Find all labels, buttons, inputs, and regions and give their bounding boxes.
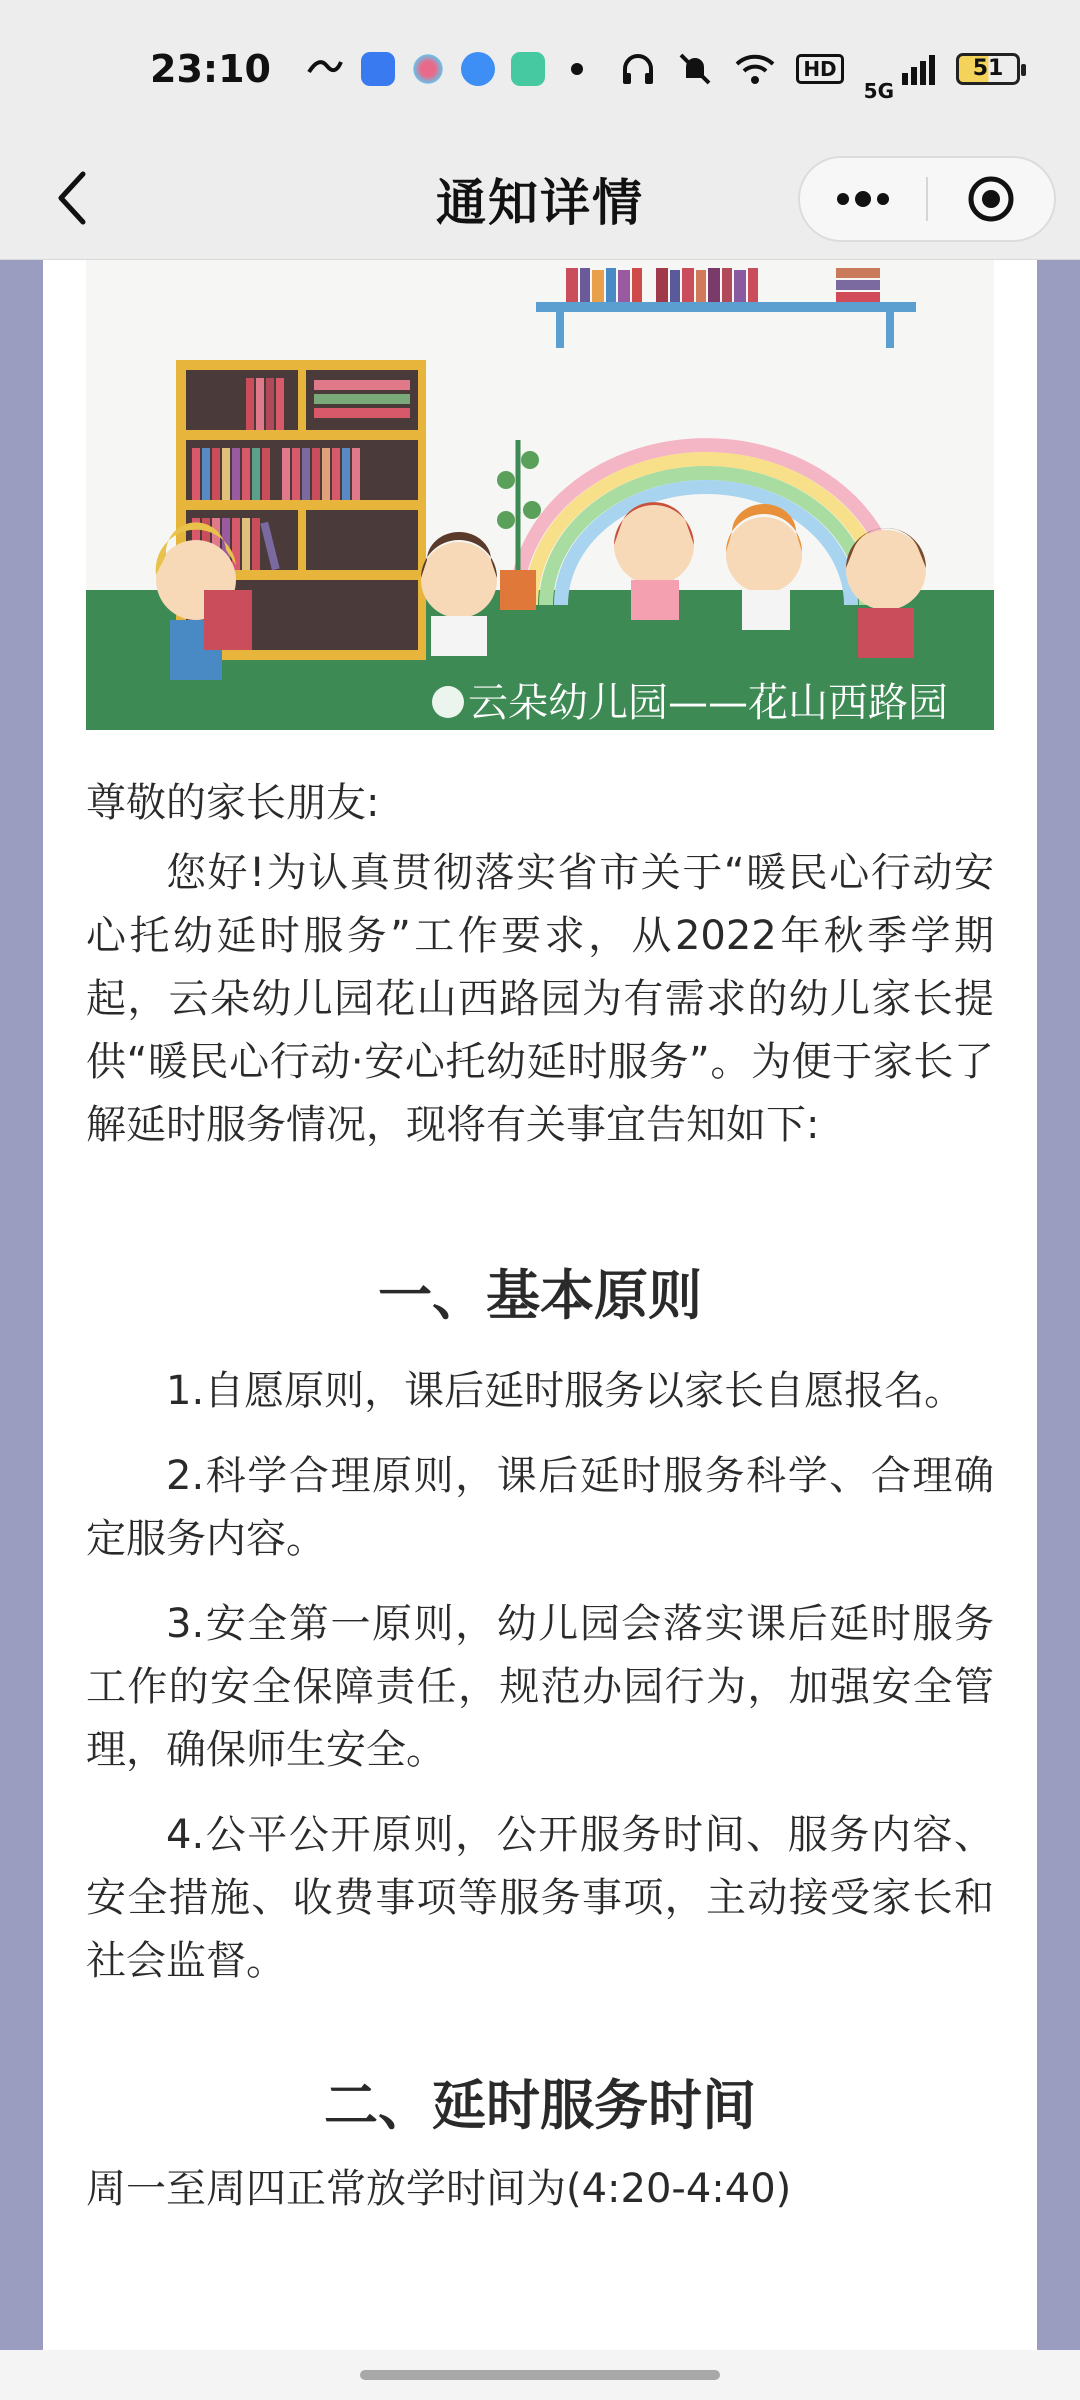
headphones-icon	[620, 51, 656, 87]
banner-caption: 云朵幼儿园——花山西路园	[468, 680, 948, 726]
back-button[interactable]	[44, 170, 100, 226]
more-dots-icon	[835, 191, 891, 207]
principle-item: 3.安全第一原则，幼儿园会落实课后延时服务工作的安全保障责任，规范办园行为，加强安全管理，确保师生安全。	[86, 1601, 994, 1773]
status-bar	[0, 0, 1080, 138]
mute-bell-icon	[676, 50, 714, 88]
chevron-left-icon	[55, 170, 89, 226]
kindergarten-banner-image	[86, 260, 994, 730]
signal-icon	[900, 53, 936, 85]
close-mini-program-button[interactable]	[928, 158, 1054, 240]
app-notification-icon	[461, 52, 495, 86]
principle-item: 4.公平公开原则，公开服务时间、服务内容、安全措施、收费事项等服务事项，主动接受家长和社会监督。	[86, 1812, 994, 1984]
more-dot-icon	[571, 63, 583, 75]
home-indicator[interactable]	[360, 2370, 720, 2380]
battery-icon	[956, 53, 1020, 85]
app-notification-icon	[511, 52, 545, 86]
page-title: 通知详情	[436, 173, 644, 232]
principle-item: 2.科学合理原则，课后延时服务科学、合理确定服务内容。	[86, 1453, 994, 1562]
more-button[interactable]	[800, 158, 926, 240]
navigation-bar	[0, 138, 1080, 260]
wifi-icon	[734, 52, 776, 86]
target-circle-icon	[966, 174, 1016, 224]
service-time-text: 周一至周四正常放学时间为(4:20-4:40)	[86, 2166, 792, 2212]
network-label: 5G	[863, 79, 894, 103]
mini-program-capsule	[798, 156, 1056, 242]
gesture-bar	[0, 2350, 1080, 2400]
app-notification-icon	[411, 52, 445, 86]
battery-level: 51	[972, 56, 1004, 81]
section-title-service-time: 二、延时服务时间	[324, 2074, 756, 2137]
notice-article[interactable]	[43, 260, 1037, 2350]
section-title-principles: 一、基本原则	[378, 1264, 702, 1327]
app-notification-icon	[361, 52, 395, 86]
status-time: 23:10	[150, 47, 271, 91]
hd-badge: HD	[796, 54, 843, 84]
intro-paragraph: 您好!为认真贯彻落实省市关于“暖民心行动安心托幼延时服务”工作要求，从2022年秋季学期起，云朵幼儿园花山西路园为有需求的幼儿家长提供“暖民心行动·安心托幼延时服务”。为便于家长了解延时服务情况，现将有关事宜告知如下:	[86, 850, 994, 1148]
greeting-text: 尊敬的家长朋友:	[86, 780, 380, 826]
app-notification-icon	[305, 52, 345, 86]
principle-item: 1.自愿原则，课后延时服务以家长自愿报名。	[166, 1368, 965, 1414]
